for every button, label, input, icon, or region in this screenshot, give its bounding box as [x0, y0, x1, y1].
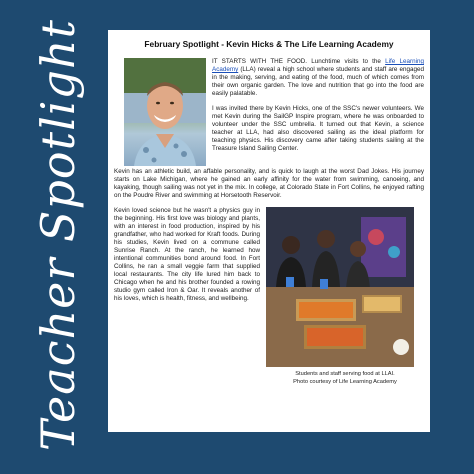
serving-illustration: [266, 207, 414, 367]
lla-link[interactable]: Life Learning Academy: [212, 58, 424, 73]
article-card: [108, 30, 430, 432]
kevin-portrait-image: [124, 58, 206, 166]
caption-line-2: Photo courtesy of Life Learning Academy: [293, 378, 397, 385]
science-paragraph: Kevin loved science but he wasn't a physics guy in the beginning. His first love was biology and plants, with an interest in food production, inspired by his grandfather, who had worked for Kraft foods. During his studies, Kevin lived on a commune called Sunrise Ranch. At the ranch, he learned how intentional communities bond around food. In Fort Collins, he ran a small veggie farm that supplied local restaurants. The city life lured him back to Chicago when he and his brother founded a rowing studio gym called Iron & Oar. It reveals another of his loves, which is health, fitness, and wellbeing.: [114, 207, 260, 302]
story-row: [114, 207, 424, 386]
caption-line-1: Students and staff serving food at LLAI.: [295, 371, 395, 377]
students-serving-photo: [266, 207, 414, 367]
story-column: [114, 207, 260, 386]
intro-paragraph: IT STARTS WITH THE FOOD. Lunchtime visits to the Life Learning Academy (LLA) reveal a high school where students and staff are engaged in the making, serving, and eating of the food, much of which comes from their own organic garden. The love and nutrition that go into the food are easily palatable.: [212, 58, 424, 97]
intro-row: [114, 58, 424, 166]
side-title-text: Teacher Spotlight: [31, 18, 86, 452]
article-title: February Spotlight - Kevin Hicks & The Life Learning Academy: [144, 39, 394, 49]
intro-column: [212, 58, 424, 166]
background-paragraph: Kevin has an athletic build, an affable personality, and is quick to laugh at the worst Dad Jokes. His journey starts on Lake Michigan, where he gained an early affinity for the water from swimming, canoeing, and kayaking, though sailing was not yet in the mix. In college, at Colorado State in Fort Collins, he enjoyed rafting on the Poudre River and swimming at Horsetooth Reservoir.: [114, 168, 424, 199]
photo-column: [266, 207, 424, 386]
side-title: [28, 20, 88, 450]
volunteer-paragraph: I was invited there by Kevin Hicks, one of the SSC's newer volunteers. We met Kevin during the SailGP Inspire program, where he was onboarded to volunteer under the SSC umbrella. It turned out that Kevin, a science teacher at LLA, had also discovered sailing as the ideal platform for teaching physics. His discovery came after taking students sailing at the Treasure Island Sailing Center.: [212, 105, 424, 152]
portrait-illustration: [124, 58, 206, 166]
photo-caption: [266, 371, 424, 386]
